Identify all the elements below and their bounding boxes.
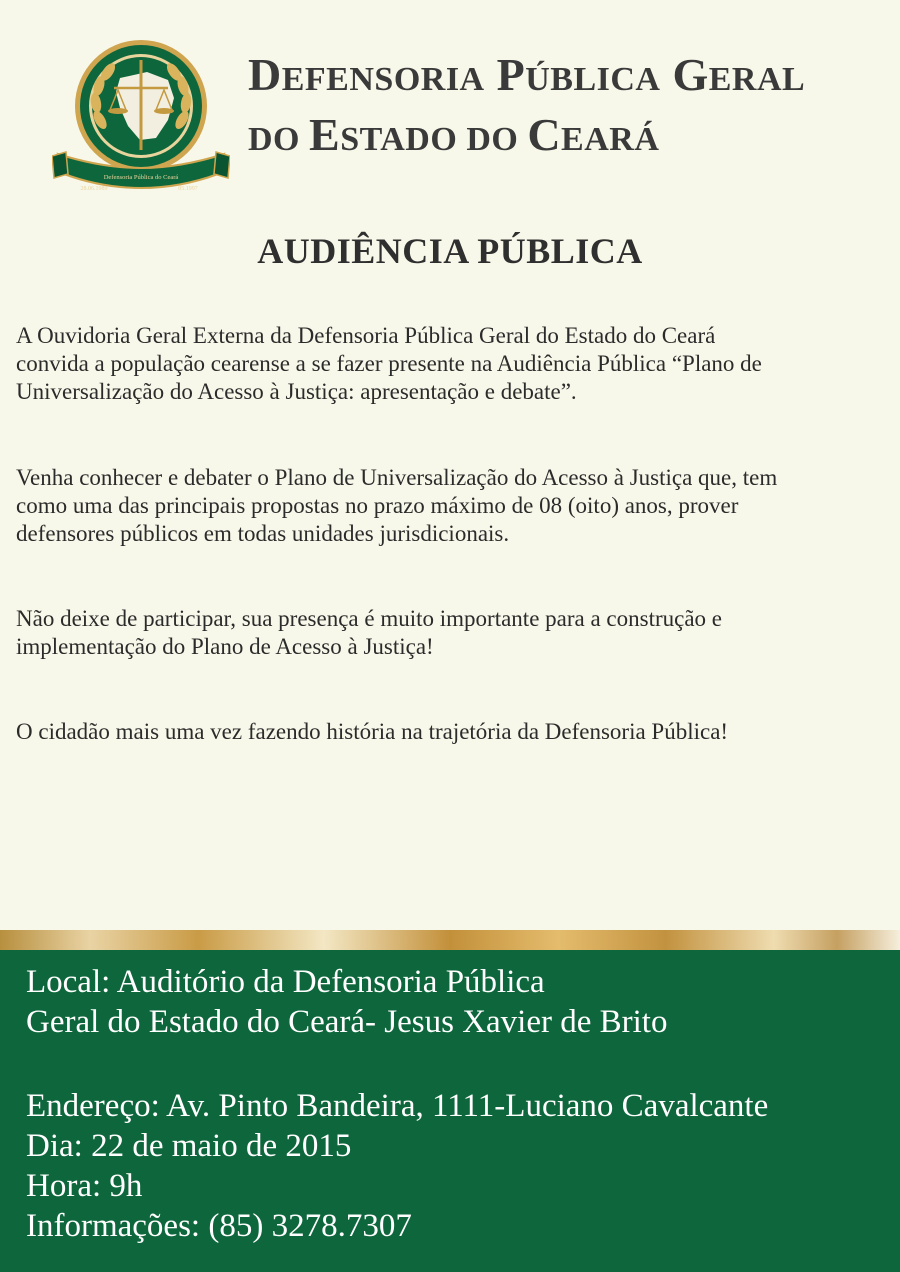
paragraph-line: Universalização do Acesso à Justiça: apresentação e debate”.: [16, 379, 577, 404]
gold-divider-stripe: [0, 930, 900, 950]
paragraph-line: como uma das principais propostas no prazo máximo de 08 (oito) anos, prover: [16, 493, 739, 518]
paragraph-line: convida a população cearense a se fazer presente na Audiência Pública “Plano de: [16, 351, 762, 376]
paragraph-line: implementação do Plano de Acesso à Justiça!: [16, 634, 434, 659]
event-address: Endereço: Av. Pinto Bandeira, 1111-Luciano Cavalcante: [26, 1088, 769, 1124]
paragraph-closing: [16, 718, 886, 746]
paragraph-line: Não deixe de participar, sua presença é muito importante para a construção e: [16, 606, 723, 631]
page-title: AUDIÊNCIA PÚBLICA: [257, 231, 643, 271]
paragraph-line: O cidadão mais uma vez fazendo história na trajetória da Defensoria Pública!: [16, 719, 729, 744]
event-location: [26, 962, 667, 1042]
event-time: Hora: 9h: [26, 1168, 143, 1204]
seal-ribbon-text: Defensoria Pública do Ceará: [103, 174, 179, 181]
seal-date-left: 28.06.1989: [80, 186, 108, 192]
paragraph-plan: [16, 464, 886, 548]
organization-name: [248, 49, 806, 172]
organization-name-line-2: DO ESTADO DO CEARÁ: [248, 109, 660, 160]
location-line-1: Local: Auditório da Defensoria Pública: [26, 964, 545, 1000]
defensoria-seal-icon: [52, 28, 230, 200]
paragraph-invitation: [16, 322, 886, 406]
paragraph-participate: [16, 605, 886, 661]
event-phone: Informações: (85) 3278.7307: [26, 1208, 412, 1244]
paragraph-line: Venha conhecer e debater o Plano de Universalização do Acesso à Justiça que, tem: [16, 465, 778, 490]
event-date: Dia: 22 de maio de 2015: [26, 1128, 352, 1164]
location-line-2: Geral do Estado do Ceará- Jesus Xavier de Brito: [26, 1004, 668, 1040]
event-details: [26, 1086, 768, 1246]
seal-date-right: 05.1997: [178, 186, 198, 192]
paragraph-line: defensores públicos em todas unidades jurisdicionais.: [16, 521, 510, 546]
organization-name-line-1: DEFENSORIA PÚBLICA GERAL: [248, 49, 806, 100]
paragraph-line: A Ouvidoria Geral Externa da Defensoria Pública Geral do Estado do Ceará: [16, 323, 716, 348]
